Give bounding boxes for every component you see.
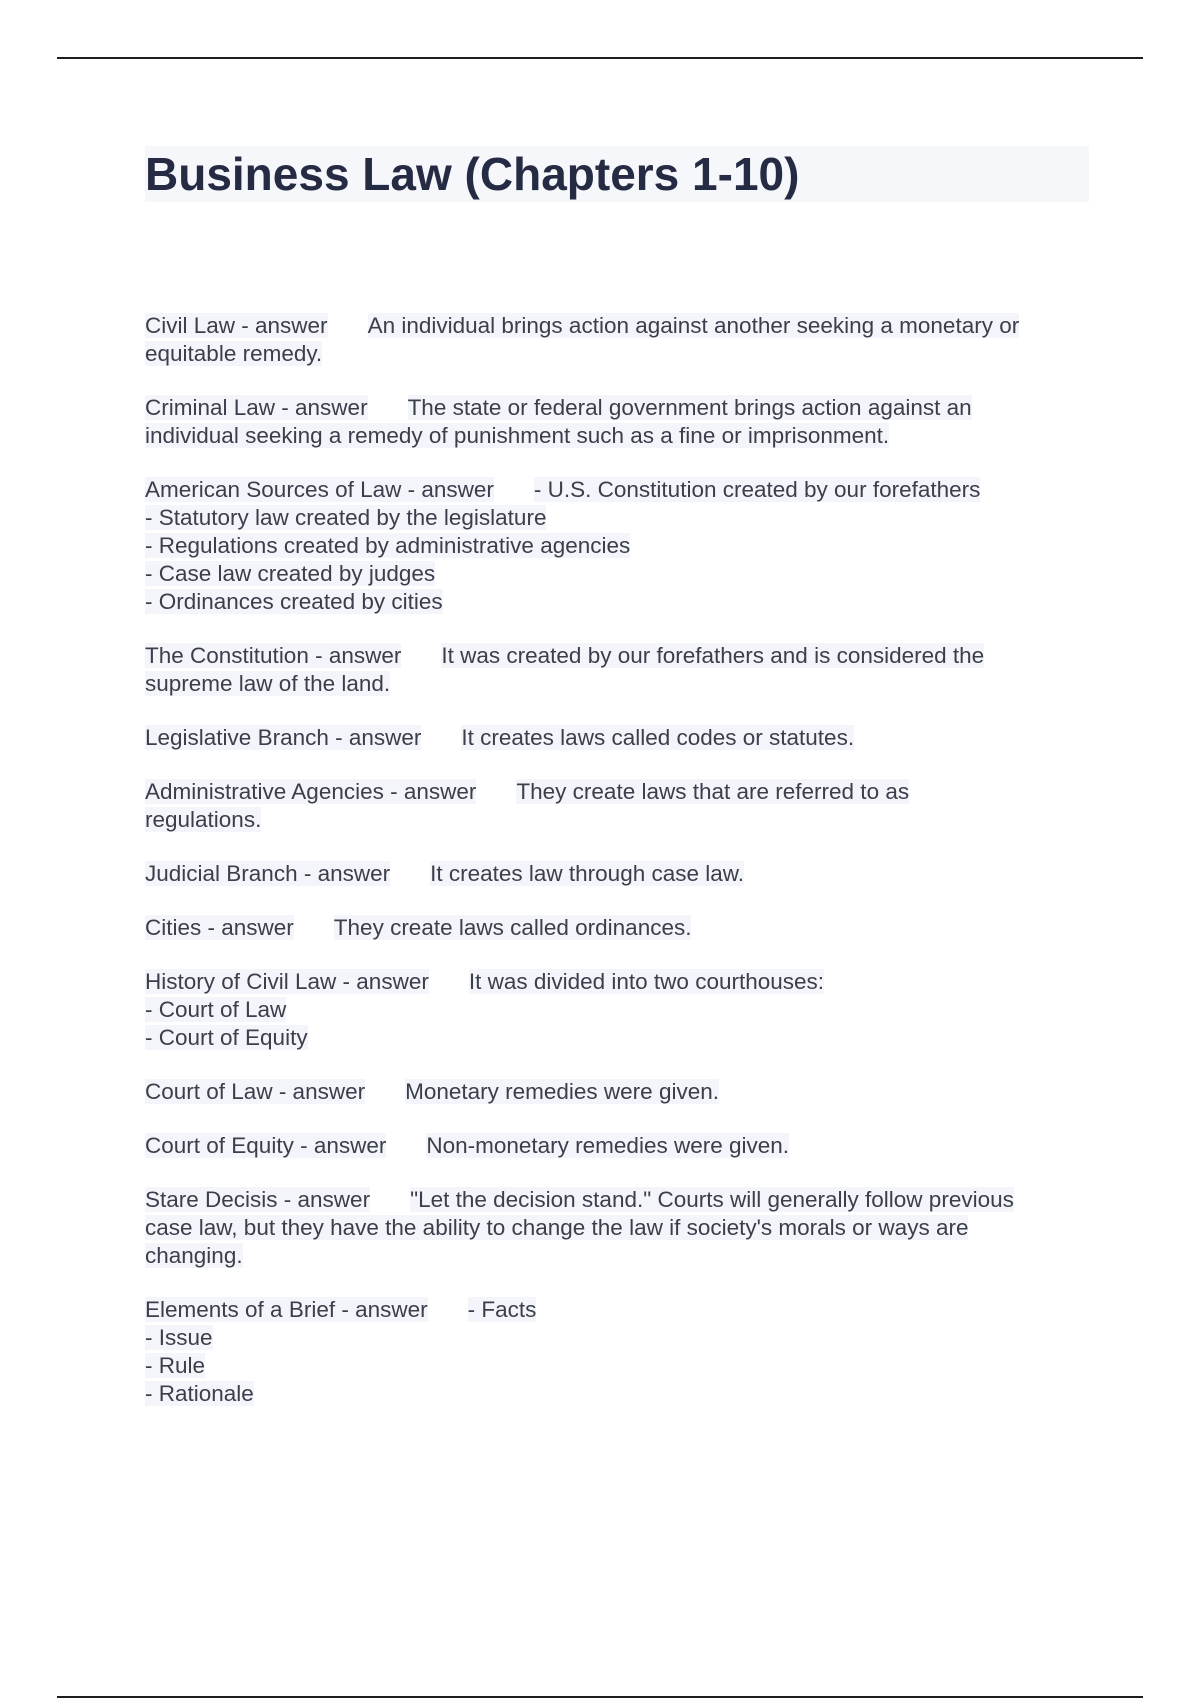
entry-answer-line: - Rationale (145, 1381, 254, 1406)
flashcard-entry (145, 860, 1095, 888)
entry-first-line (145, 1186, 1095, 1214)
entry-answer: It was divided into two courthouses: (468, 969, 825, 994)
entry-answer-line: - Ordinances created by cities (145, 589, 443, 614)
entry-first-line (145, 1078, 1095, 1106)
flashcard-entry (145, 394, 1095, 450)
flashcard-entry (145, 312, 1095, 368)
flashcard-entry (145, 642, 1095, 698)
entry-answer: It creates law through case law. (430, 861, 745, 886)
entry-answer-line: - Statutory law created by the legislature (145, 505, 547, 530)
entry-answer-line: case law, but they have the ability to change the law if society's morals or ways are (145, 1215, 969, 1240)
entry-term: American Sources of Law - answer (145, 477, 494, 502)
entry-answer: "Let the decision stand." Courts will generally follow previous (410, 1187, 1014, 1212)
flashcard-entry (145, 1186, 1095, 1270)
entry-term: Elements of a Brief - answer (145, 1297, 428, 1322)
entry-answer: An individual brings action against another seeking a monetary or (367, 313, 1020, 338)
entry-answer-line: - Court of Law (145, 997, 287, 1022)
entry-first-line (145, 394, 1095, 422)
flashcard-entry (145, 968, 1095, 1052)
entry-answer-line: - Case law created by judges (145, 561, 436, 586)
entry-answer: The state or federal government brings action against an (407, 395, 972, 420)
entry-answer: Monetary remedies were given. (405, 1079, 719, 1104)
entry-answer: - U.S. Constitution created by our forefathers (533, 477, 981, 502)
entry-first-line (145, 778, 1095, 806)
entry-term: Legislative Branch - answer (145, 725, 422, 750)
flashcard-entry (145, 778, 1095, 834)
entry-answer-line: individual seeking a remedy of punishment such as a fine or imprisonment. (145, 423, 890, 448)
flashcard-entry (145, 1078, 1095, 1106)
entry-first-line (145, 914, 1095, 942)
entry-term: Stare Decisis - answer (145, 1187, 371, 1212)
entry-first-line (145, 968, 1095, 996)
entry-first-line (145, 1296, 1095, 1324)
entry-answer-line: changing. (145, 1243, 243, 1268)
entry-first-line (145, 860, 1095, 888)
entry-first-line (145, 642, 1095, 670)
entry-answer-line: - Issue (145, 1325, 213, 1350)
entry-term: Court of Law - answer (145, 1079, 366, 1104)
flashcard-entry (145, 1296, 1095, 1408)
entry-term: Judicial Branch - answer (145, 861, 391, 886)
entry-answer: They create laws that are referred to as (516, 779, 910, 804)
entry-first-line (145, 1132, 1095, 1160)
bottom-rule (57, 1696, 1143, 1698)
entry-answer: Non-monetary remedies were given. (426, 1133, 790, 1158)
entry-answer-line: - Court of Equity (145, 1025, 308, 1050)
entry-first-line (145, 312, 1095, 340)
entry-answer: It creates laws called codes or statutes. (461, 725, 855, 750)
entry-term: Administrative Agencies - answer (145, 779, 477, 804)
entry-answer-line: supreme law of the land. (145, 671, 391, 696)
flashcard-list (145, 312, 1095, 1434)
entry-term: Cities - answer (145, 915, 294, 940)
entry-answer-line: - Regulations created by administrative agencies (145, 533, 631, 558)
entry-first-line (145, 724, 1095, 752)
entry-answer: They create laws called ordinances. (333, 915, 692, 940)
entry-term: Criminal Law - answer (145, 395, 368, 420)
entry-answer: - Facts (467, 1297, 537, 1322)
entry-term: History of Civil Law - answer (145, 969, 429, 994)
flashcard-entry (145, 1132, 1095, 1160)
top-rule (57, 57, 1143, 59)
entry-answer-line: regulations. (145, 807, 262, 832)
entry-term: The Constitution - answer (145, 643, 402, 668)
entry-first-line (145, 476, 1095, 504)
entry-term: Civil Law - answer (145, 313, 328, 338)
flashcard-entry (145, 476, 1095, 616)
entry-answer: It was created by our forefathers and is considered the (441, 643, 985, 668)
document-title: Business Law (Chapters 1-10) (145, 148, 800, 200)
entry-answer-line: equitable remedy. (145, 341, 323, 366)
flashcard-entry (145, 724, 1095, 752)
entry-term: Court of Equity - answer (145, 1133, 387, 1158)
entry-answer-line: - Rule (145, 1353, 206, 1378)
flashcard-entry (145, 914, 1095, 942)
